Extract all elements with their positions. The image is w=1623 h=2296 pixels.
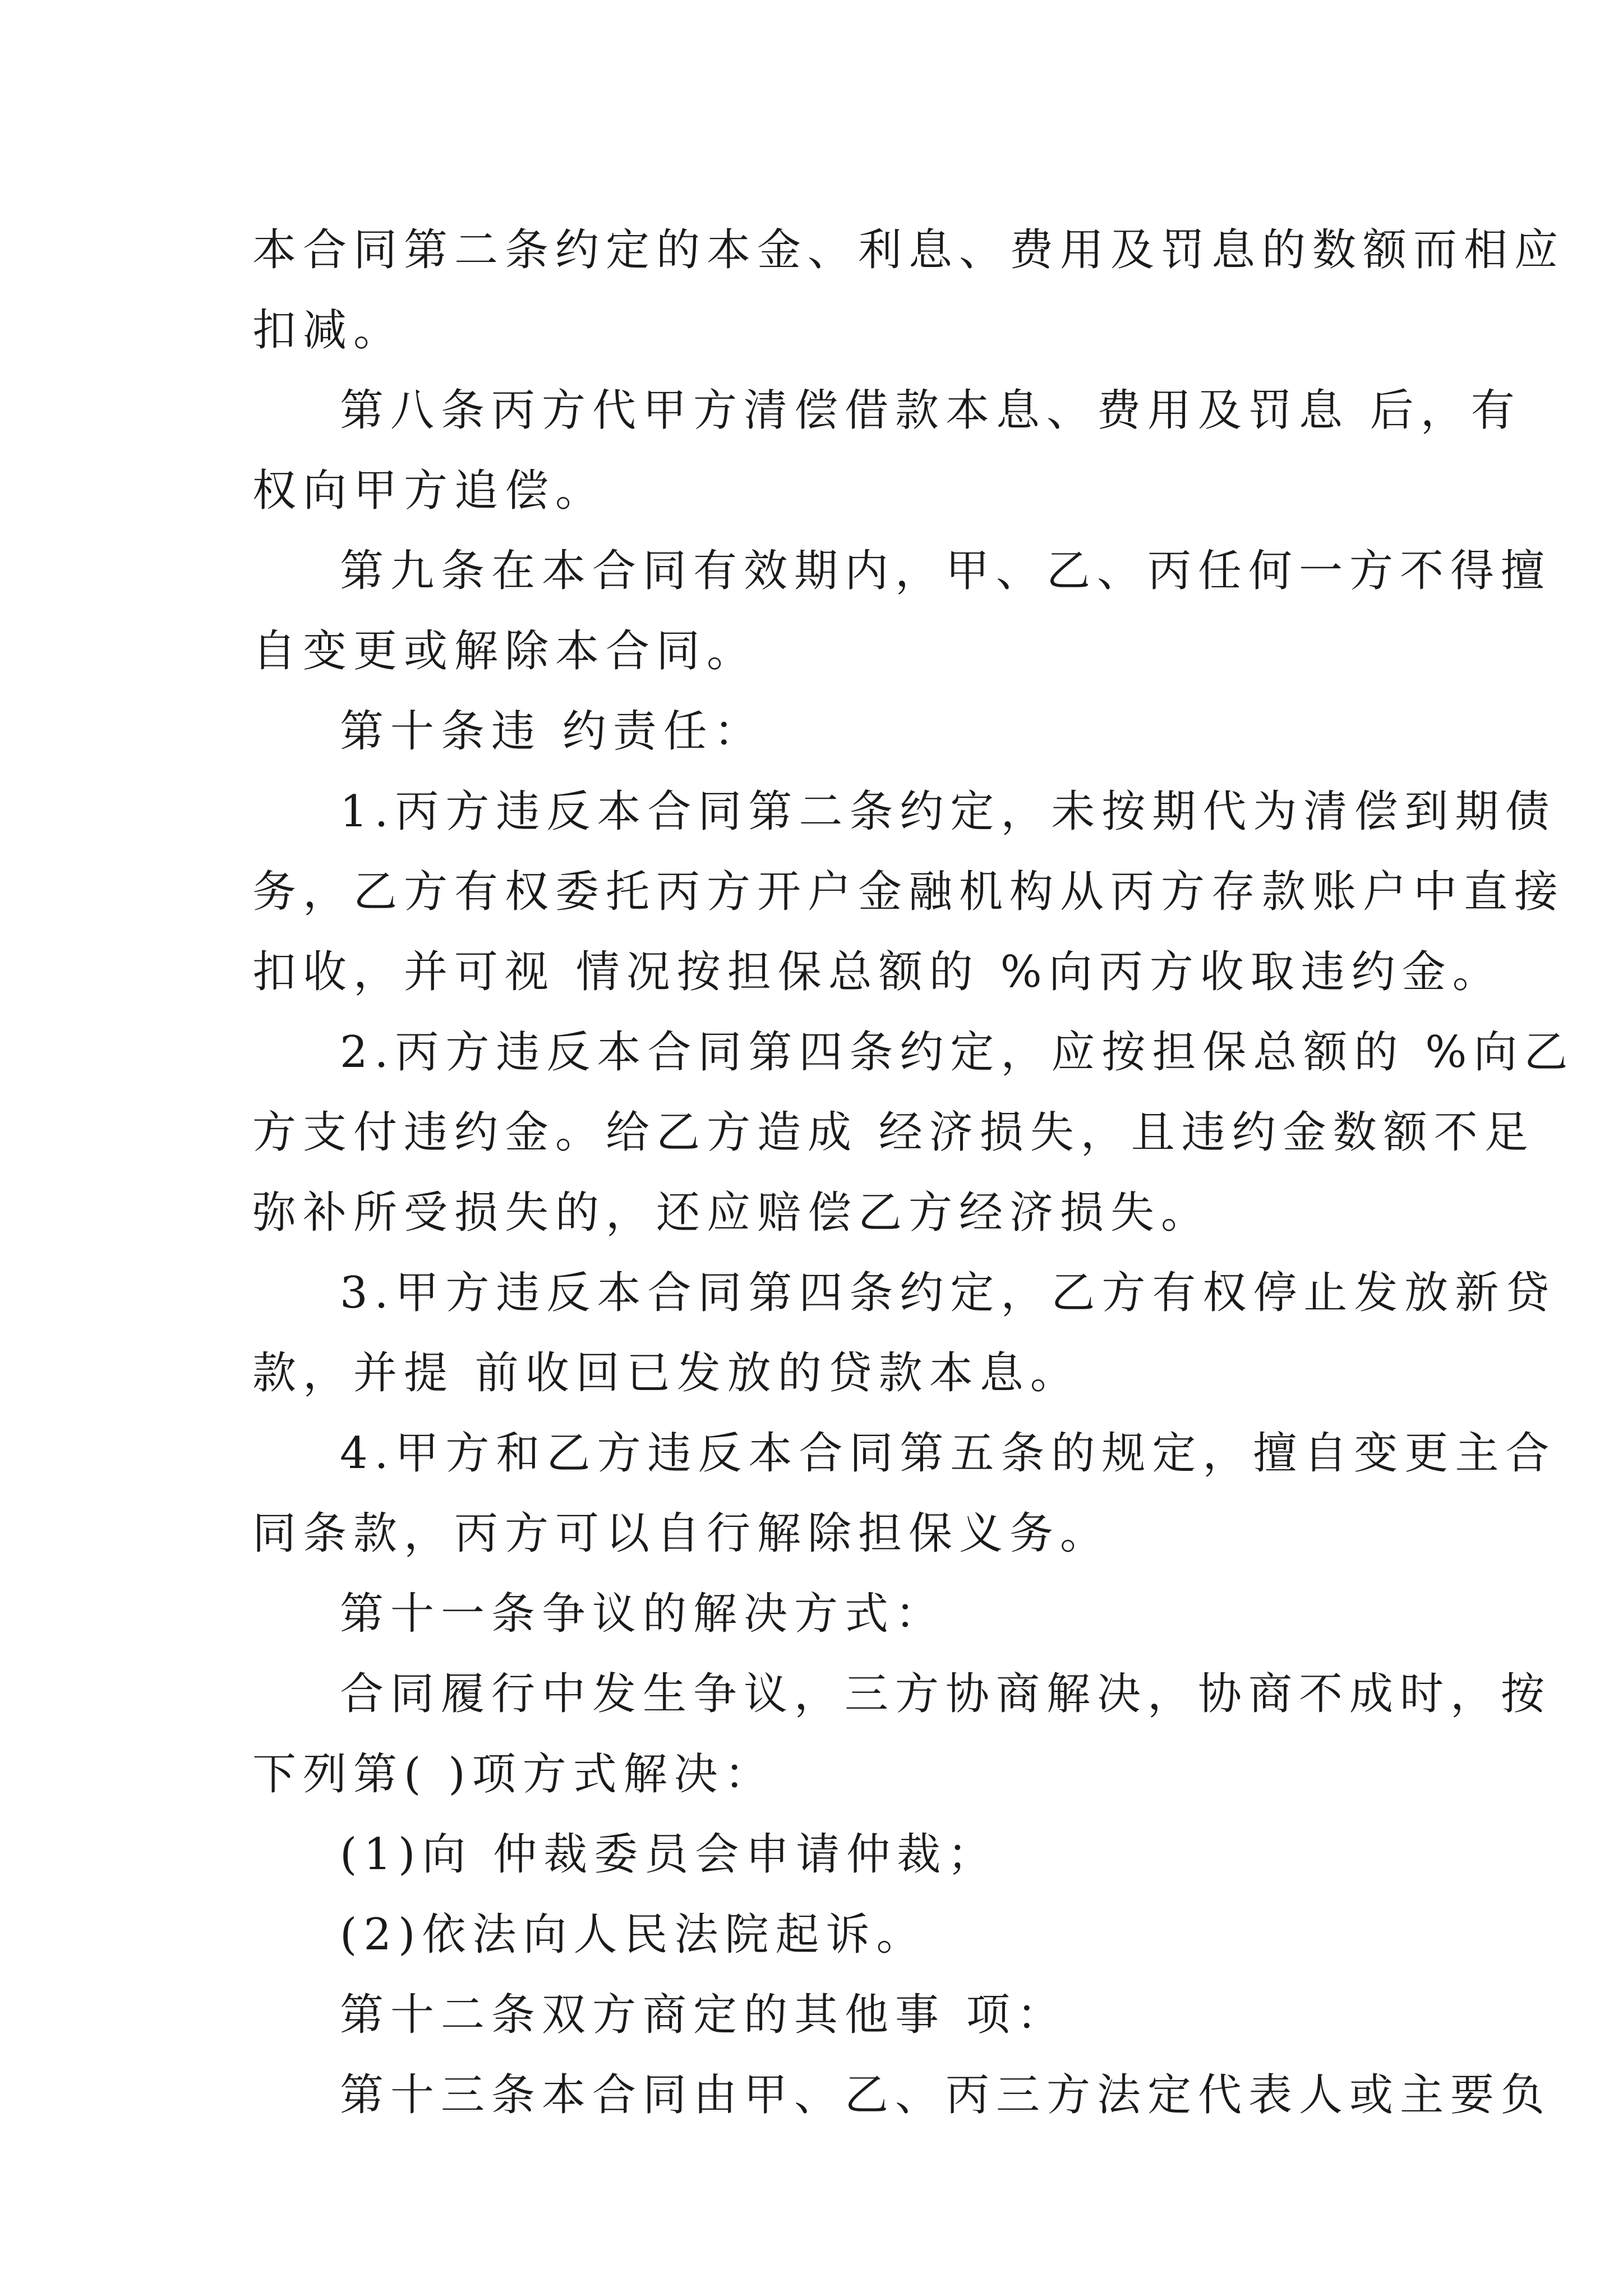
text-line: 第十条违 约责任：	[340, 706, 764, 757]
text-line: 权向甲方追偿。	[252, 466, 606, 516]
text-line: 第十三条本合同由甲、乙、丙三方法定代表人或主要负	[340, 2070, 1552, 2120]
text-line: 款，并提 前收回已发放的贷款本息。	[252, 1348, 1081, 1398]
text-line: 第十二条双方商定的其他事 项：	[340, 1990, 1067, 2040]
text-line: 4.甲方和乙方违反本合同第五条的规定，擅自变更主合	[340, 1428, 1556, 1479]
text-line: 2.丙方违反本合同第四条约定，应按担保总额的 %向乙	[340, 1027, 1575, 1078]
text-line: 第八条丙方代甲方清偿借款本息、费用及罚息 后，有	[340, 385, 1521, 436]
text-line: (2)依法向人民法院起诉。	[340, 1910, 927, 1960]
text-line: 扣减。	[252, 305, 404, 356]
text-line: 弥补所受损失的，还应赔偿乙方经济损失。	[252, 1188, 1212, 1238]
text-line: 方支付违约金。给乙方造成 经济损失，且违约金数额不足	[252, 1107, 1535, 1158]
text-line: 3.甲方违反本合同第四条约定，乙方有权停止发放新贷	[340, 1268, 1556, 1318]
text-line: 自变更或解除本合同。	[252, 626, 758, 677]
document-page	[252, 210, 1575, 2136]
text-line: 扣收，并可视 情况按担保总额的 %向丙方收取违约金。	[252, 947, 1503, 997]
text-line: 本合同第二条约定的本金、利息、费用及罚息的数额而相应	[252, 225, 1565, 275]
text-line: 合同履行中发生争议，三方协商解决，协商不成时，按	[340, 1669, 1552, 1719]
text-line: 第九条在本合同有效期内，甲、乙、丙任何一方不得擅	[340, 546, 1552, 596]
text-line: 第十一条争议的解决方式：	[340, 1589, 946, 1639]
text-line: 1.丙方违反本合同第二条约定，未按期代为清偿到期债	[340, 786, 1556, 837]
text-line: 下列第( )项方式解决：	[252, 1749, 775, 1800]
text-line: 务，乙方有权委托丙方开户金融机构从丙方存款账户中直接	[252, 867, 1565, 917]
text-line: 同条款，丙方可以自行解除担保义务。	[252, 1508, 1111, 1559]
text-line: (1)向 仲裁委员会申请仲裁；	[340, 1829, 998, 1880]
